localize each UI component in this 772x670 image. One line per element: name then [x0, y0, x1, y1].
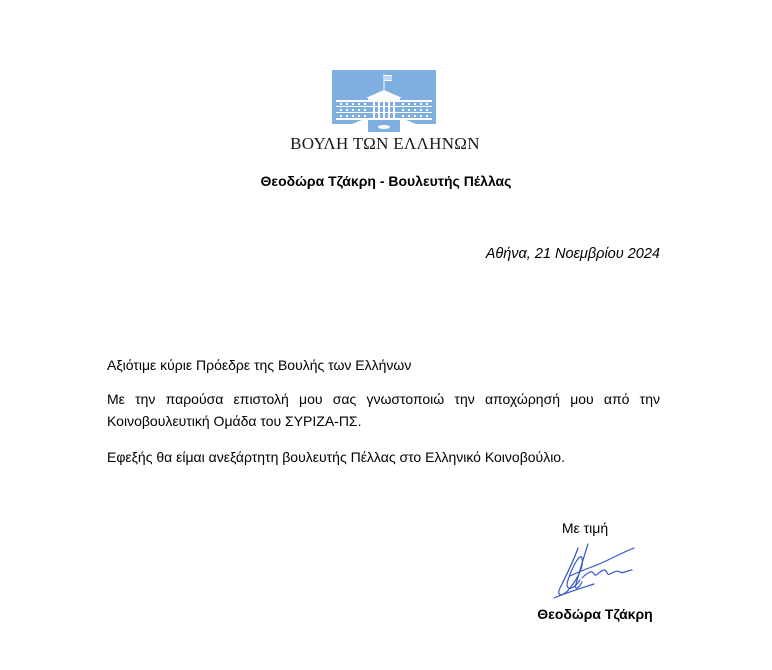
salutation: Αξιότιμε κύριε Πρόεδρε της Βουλής των Ελλήνων	[107, 357, 412, 373]
body-paragraph-2: Εφεξής θα είμαι ανεξάρτητη βουλευτής Πέλλας στο Ελληνικό Κοινοβούλιο.	[107, 449, 565, 465]
body-paragraph-1: Με την παρούσα επιστολή μου σας γνωστοποιώ την αποχώρησή μου από την Κοινοβουλευτική Ομάδα του ΣΥΡΙΖΑ-ΠΣ.	[107, 391, 660, 429]
parliament-logo-icon	[332, 70, 436, 132]
letter-date: Αθήνα, 21 Νοεμβρίου 2024	[485, 246, 660, 262]
signer-name: Θεοδώρα Τζάκρη	[537, 606, 653, 622]
signature-icon	[548, 540, 642, 602]
closing-text: Με τιμή	[561, 520, 609, 536]
sender-line: Θεοδώρα Τζάκρη - Βουλευτής Πέλλας	[260, 173, 512, 189]
letterhead-caption: ΒΟΥΛΗ ΤΩΝ ΕΛΛΗΝΩΝ	[290, 134, 480, 153]
